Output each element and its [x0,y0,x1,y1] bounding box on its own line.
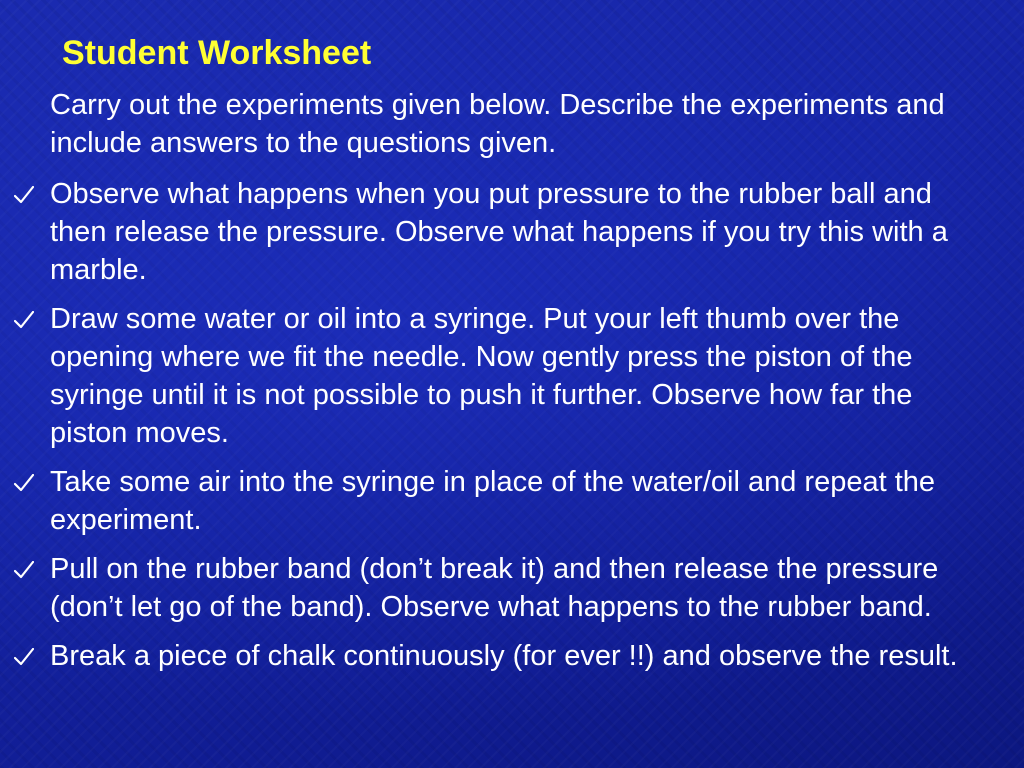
list-item-text: Pull on the rubber band (don’t break it) and then release the pressure (don’t let go of the band). Observe what happens to the rubber band. [50,553,939,623]
checkmark-icon [14,300,42,338]
checkmark-icon [14,550,42,588]
checkmark-icon [14,175,42,213]
list-item [0,300,1024,452]
list-item-text: Draw some water or oil into a syringe. Put your left thumb over the opening where we fit the needle. Now gently press the piston of the syringe until it is not possible to push it further. Observe how far the piston moves. [50,303,913,449]
checkmark-icon [14,637,42,675]
intro-text: Carry out the experiments given below. Describe the experiments and include answers to the questions given. [50,89,945,159]
list-item-text: Break a piece of chalk continuously (for ever !!) and observe the result. [50,640,958,672]
checkmark-icon [14,463,42,501]
experiment-list [0,175,1024,675]
list-item [0,175,1024,289]
slide-content [0,86,1024,686]
list-item-text: Observe what happens when you put pressure to the rubber ball and then release the pressure. Observe what happens if you try this with a marble. [50,178,948,286]
list-item [0,463,1024,539]
slide-title: Student Worksheet [62,34,372,72]
list-item [0,637,1024,675]
list-item [0,550,1024,626]
list-item-text: Take some air into the syringe in place of the water/oil and repeat the experiment. [50,466,936,536]
